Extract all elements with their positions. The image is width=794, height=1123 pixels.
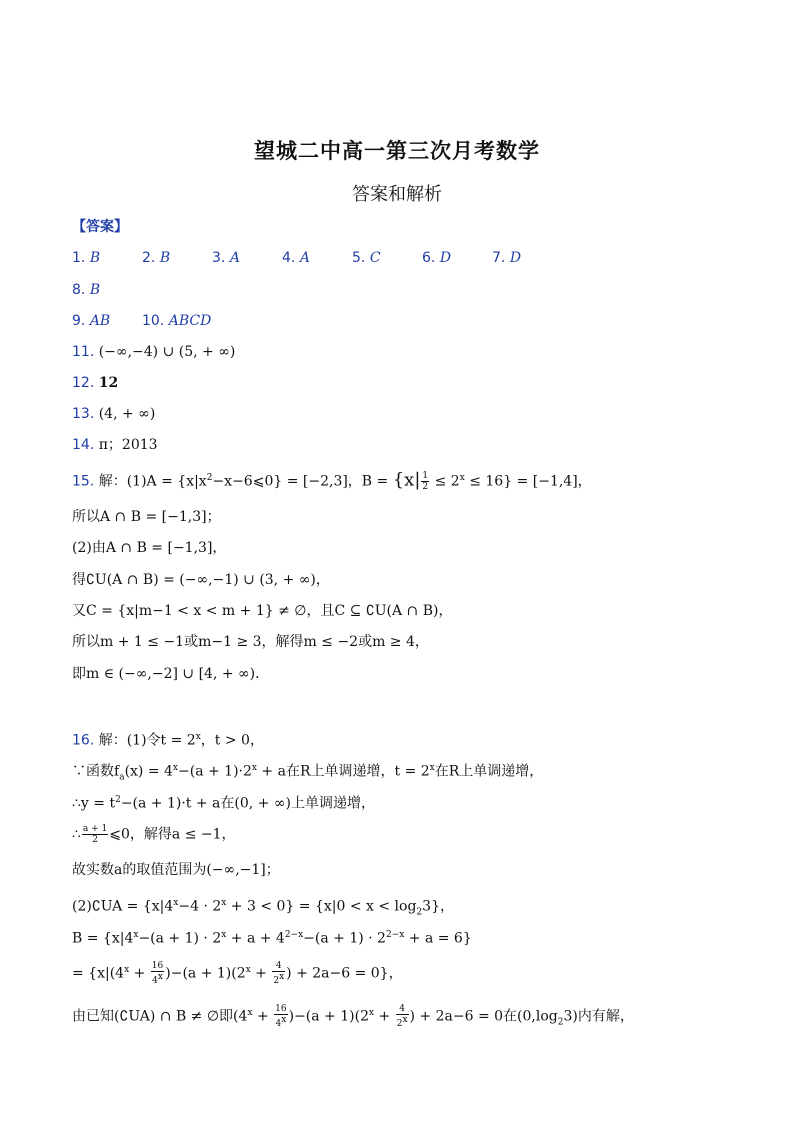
q16-line-6: (2)∁UA = $\{x|4^x-4 \cdot 2^x + 3 < 0\} = \{x|0 < x < \log_23\}$， [72, 898, 454, 918]
answer-14: 14. π；2013 [72, 437, 158, 453]
q16-line-9: 由已知(∁UA) ∩ B ≠ ∅即($4^x$ + $\frac{16}{4^x}$ )$-(a + 1)(2^x$ + $\frac{4}{2^x}$ ) + 2a−6 = 0在$(0,\log_23)$内有解， [72, 1004, 634, 1030]
answer-12: 12. 12 [72, 375, 119, 391]
answer-11: 11. (−∞,−4) ∪ (5, + ∞) [72, 344, 236, 360]
document-title: 望城二中高一第三次月考数学 [254, 139, 540, 163]
q16-line-8: = {$x|(4^x$ + $\frac{16}{4^x}$ )$-(a + 1)(2^x$ + $\frac{4}{2^x}$ ) + 2a−6 = 0}， [72, 961, 403, 987]
q16-line-1: 16. 解：(1)令$t = 2^x$，t > 0， [72, 732, 264, 749]
q15-line-5: 又C = {x|m−1 < x < m + 1} ≠ ∅，且C ⊆ ∁U(A ∩ B)， [72, 603, 453, 619]
answer-tag: 【答案】 [72, 219, 128, 235]
choice-answers-row [72, 248, 562, 268]
fraction: $\frac{4}{2^x}$ [273, 961, 285, 987]
answer-9-10: 9. AB 10. ABCD [72, 313, 212, 329]
q16-line-4: ∴ $\frac{a + 1}{2}$ ⩽0，解得a ≤ −1， [72, 824, 236, 845]
answer-item: 7. D [492, 250, 522, 266]
document-subtitle: 答案和解析 [352, 184, 442, 205]
fraction: $\frac{16}{4^x}$ [151, 961, 164, 987]
q15-line-6: 所以m + 1 ≤ −1或m−1 ≥ 3，解得m ≤ −2或m ≥ 4， [72, 634, 429, 650]
q16-line-7: $B = \{x|4^x-(a + 1) \cdot 2^x + a + 4^{2-x}-(a + 1) \cdot 2^{2-x} + a = 6\}$ [72, 930, 472, 947]
fraction: $\frac{4}{2^x}$ [396, 1004, 408, 1030]
fraction: $\frac{a + 1}{2}$ [82, 824, 108, 845]
answer-13: 13. (4, + ∞) [72, 406, 156, 422]
fraction: $\frac{1}{2}$ [422, 471, 429, 493]
q15-line-4: 得∁U(A ∩ B) = (−∞,−1) ∪ (3, + ∞)， [72, 572, 330, 588]
answer-item: 1. B [72, 250, 101, 266]
answer-item: 4. A [282, 250, 310, 266]
answer-item: 5. C [352, 250, 381, 266]
q16-line-2: ∵函数$f_a(x) = 4^x-(a + 1)\cdot 2^x + a$在R上单调递增，$t = 2^x$在R上单调递增， [72, 763, 544, 783]
q16-line-3: ∴y = $t^2-(a + 1)\cdot t + a$在(0, + ∞)上单调递增， [72, 795, 375, 812]
q15-line-7: 即m ∈ (−∞,−2] ∪ [4, + ∞)． [72, 666, 270, 682]
answer-8: 8. B [72, 282, 101, 298]
answer-item: 3. A [212, 250, 240, 266]
answer-item: 6. D [422, 250, 452, 266]
fraction: $\frac{16}{4^x}$ [275, 1004, 287, 1030]
q15-line-2: 所以A ∩ B = [−1,3]； [72, 509, 221, 525]
answer-item: 2. B [142, 250, 171, 266]
q15-line-1: 15. 解：$(1)A = \{x|x^2-x-6⩽0\} = [-2,3]$，B = {x| $\frac{1}{2}$ ≤ $2^x \le 16\} = [-1,4]$， [72, 469, 592, 493]
q15-line-3: (2)由A ∩ B = [−1,3]， [72, 540, 227, 556]
q16-line-5: 故实数a的取值范围为(−∞,−1]； [72, 862, 280, 878]
